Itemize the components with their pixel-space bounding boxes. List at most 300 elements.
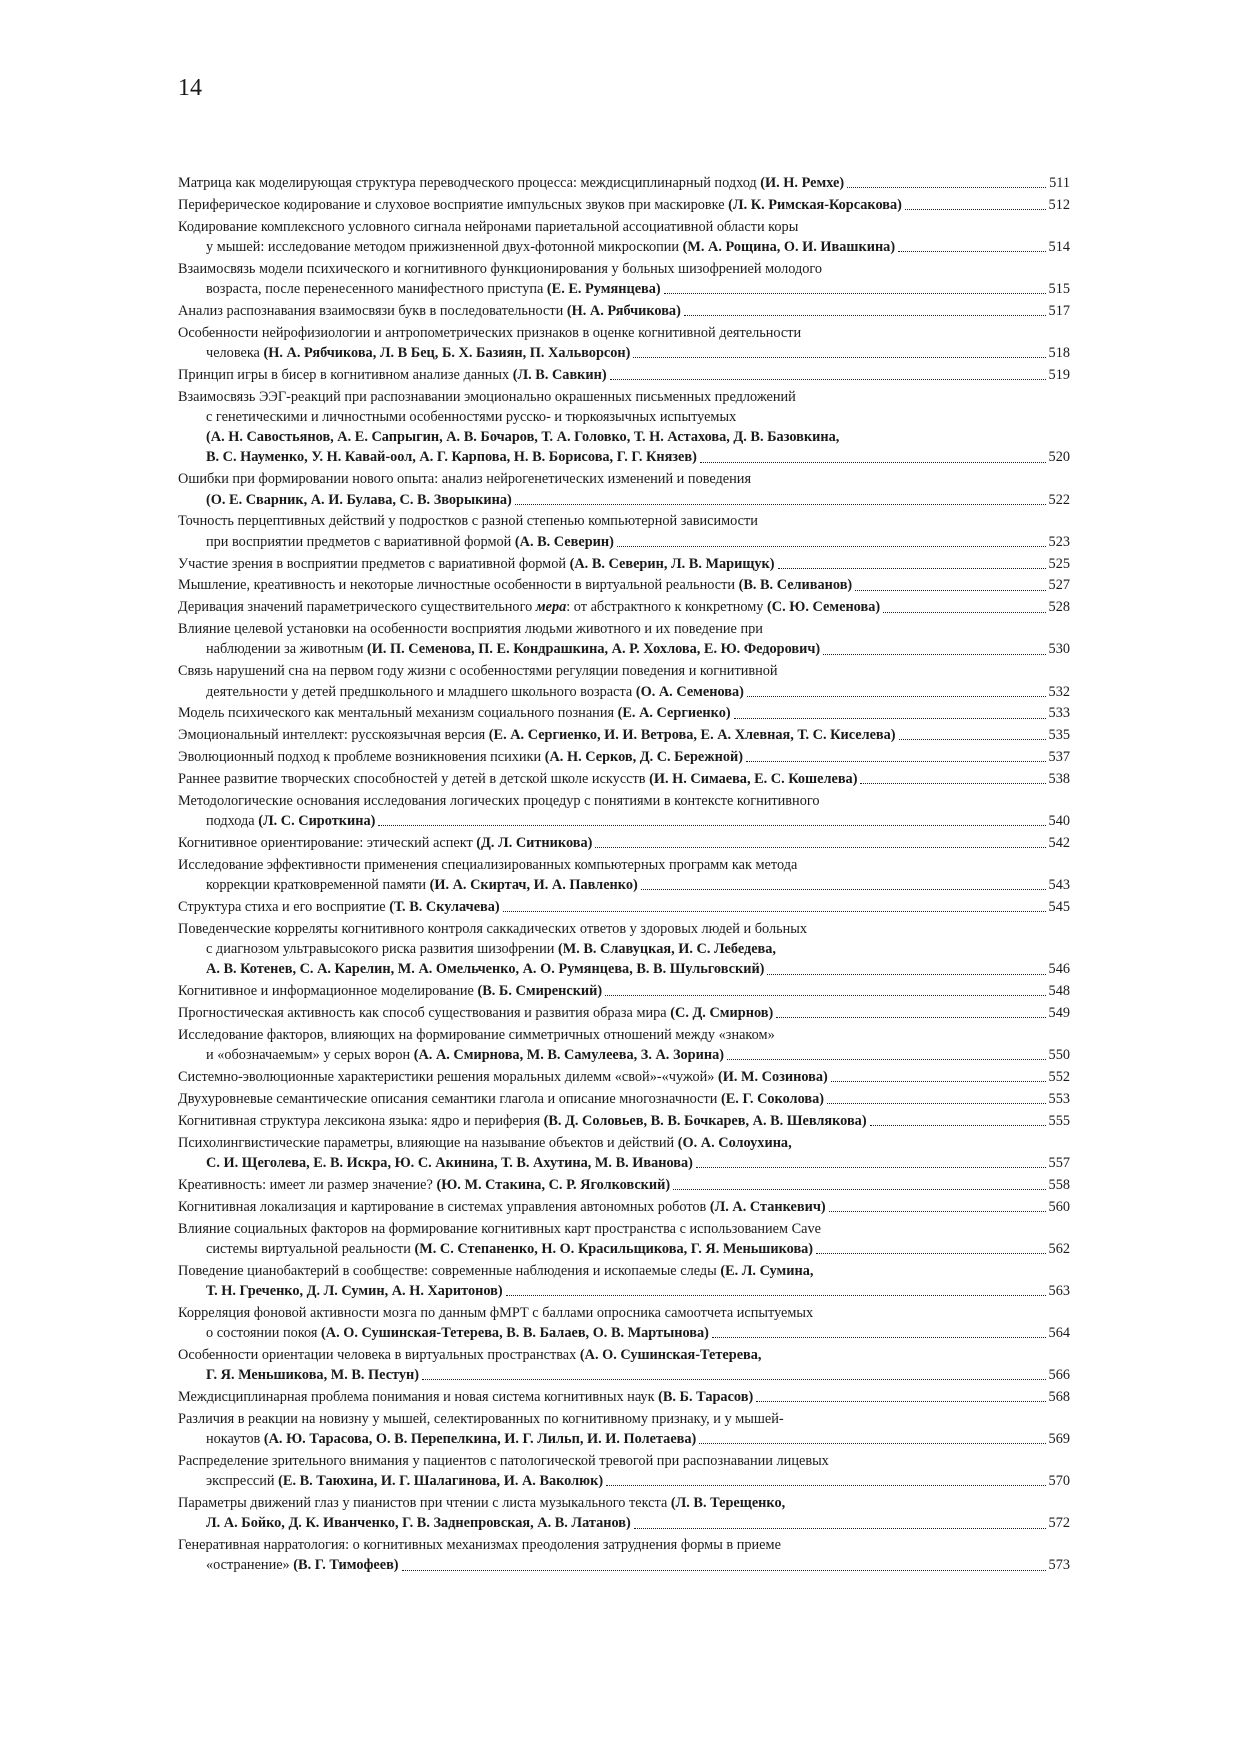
toc-entry-authors: (И. М. Созинова) bbox=[717, 1069, 828, 1086]
toc-entry bbox=[178, 747, 1070, 767]
dot-leader bbox=[860, 779, 1045, 784]
toc-entry-line bbox=[178, 427, 1070, 447]
toc-entry-text bbox=[178, 173, 844, 193]
toc-entry-page: 523 bbox=[1048, 533, 1070, 550]
toc-entry-line bbox=[178, 217, 1070, 237]
toc-entry-line bbox=[178, 575, 1070, 595]
dot-leader bbox=[746, 757, 1046, 762]
toc-entry-page: 562 bbox=[1048, 1240, 1070, 1257]
toc-entry-title: наблюдении за животным bbox=[206, 641, 367, 658]
toc-entry-title: Системно-эволюционные характеристики решения моральных дилемм «свой»-«чужой» bbox=[178, 1069, 718, 1086]
toc-entry-authors: (А. Ю. Тарасова, О. В. Перепелкина, И. Г. Лильп, И. И. Полетаева) bbox=[263, 1431, 697, 1448]
toc-entry-text bbox=[178, 1493, 785, 1513]
toc-entry-title: Влияние социальных факторов на формирование когнитивных карт пространства с использованием Cave bbox=[178, 1220, 822, 1237]
toc-entry-line bbox=[178, 597, 1070, 617]
toc-entry-line bbox=[178, 1513, 1070, 1533]
toc-entry-authors: (А. Н. Серков, Д. С. Бережной) bbox=[544, 749, 744, 766]
toc-entry-title: Влияние целевой установки на особенности восприятия людьми животного и их поведение при bbox=[178, 621, 763, 638]
toc-entry-line bbox=[178, 1197, 1070, 1217]
toc-entry-line bbox=[178, 1045, 1070, 1065]
toc-entry bbox=[178, 597, 1070, 617]
toc-entry-authors: (Е. А. Сергиенко, И. И. Ветрова, Е. А. Хлевная, Т. С. Киселева) bbox=[488, 727, 896, 744]
toc-entry-line bbox=[178, 237, 1070, 257]
toc-entry-text bbox=[178, 1261, 813, 1281]
toc-entry-line bbox=[178, 1535, 1070, 1555]
toc-entry bbox=[178, 323, 1070, 363]
toc-entry bbox=[178, 1387, 1070, 1407]
toc-entry-text bbox=[206, 490, 512, 510]
toc-entry-line bbox=[178, 1451, 1070, 1471]
toc-entry-page: 532 bbox=[1048, 683, 1070, 700]
toc-entry-authors: (Л. К. Римская-Корсакова) bbox=[728, 196, 902, 213]
toc-entry bbox=[178, 511, 1070, 551]
toc-entry-text bbox=[206, 1045, 724, 1065]
toc-entry-text bbox=[178, 1345, 761, 1365]
toc-entry-line bbox=[178, 919, 1070, 939]
toc-entry-page: 570 bbox=[1048, 1473, 1070, 1490]
toc-entry-line bbox=[178, 532, 1070, 552]
toc-entry-authors: (Л. А. Станкевич) bbox=[709, 1198, 826, 1215]
toc-entry-authors: (А. В. Северин, Л. В. Марищук) bbox=[569, 555, 775, 572]
toc-entry-line bbox=[178, 1153, 1070, 1173]
toc-entry-text bbox=[178, 511, 758, 531]
toc-entry-text bbox=[206, 407, 736, 427]
toc-entry bbox=[178, 1175, 1070, 1195]
toc-entry-line bbox=[178, 1111, 1070, 1131]
toc-entry-authors: (В. Б. Смиренский) bbox=[477, 983, 603, 1000]
toc-entry-text bbox=[178, 661, 778, 681]
toc-entry-line bbox=[178, 1281, 1070, 1301]
toc-entry-line bbox=[178, 1471, 1070, 1491]
toc-entry bbox=[178, 469, 1070, 509]
toc-entry-authors: (А. А. Смирнова, М. В. Самулеева, З. А. Зорина) bbox=[413, 1047, 724, 1064]
toc-entry-title: Анализ распознавания взаимосвязи букв в последовательности bbox=[178, 302, 567, 319]
toc-entry bbox=[178, 1493, 1070, 1533]
dot-leader bbox=[606, 1481, 1045, 1486]
toc-entry-text bbox=[178, 619, 763, 639]
toc-entry-line bbox=[178, 791, 1070, 811]
dot-leader bbox=[506, 1291, 1046, 1296]
dot-leader bbox=[816, 1249, 1045, 1254]
toc-entry bbox=[178, 725, 1070, 745]
toc-entry-text bbox=[206, 1239, 813, 1259]
page-number: 14 bbox=[178, 75, 202, 101]
toc-entry-title: Исследование эффективности применения специализированных компьютерных программ как метода bbox=[178, 856, 798, 873]
toc-entry-page: 573 bbox=[1048, 1557, 1070, 1574]
toc-entry-line bbox=[178, 490, 1070, 510]
toc-entry-authors: (А. О. Сушинская-Тетерева, bbox=[579, 1346, 762, 1363]
toc-entry-authors: (Е. Е. Румянцева) bbox=[546, 281, 661, 298]
toc-entry-authors: (И. Н. Ремхе) bbox=[760, 175, 845, 191]
toc-entry-title: Эмоциональный интеллект: русскоязычная версия bbox=[178, 727, 489, 744]
toc-entry-text bbox=[206, 1429, 696, 1449]
toc-entry-title: Принцип игры в бисер в когнитивном анализе данных bbox=[178, 366, 513, 383]
toc-entry-text bbox=[178, 897, 500, 917]
toc-entry-page: 530 bbox=[1048, 641, 1070, 658]
toc-entry-page: 522 bbox=[1048, 491, 1070, 508]
toc-entry-text bbox=[178, 981, 602, 1001]
toc-entry bbox=[178, 195, 1070, 215]
toc-entry-title: Ошибки при формировании нового опыта: анализ нейрогенетических изменений и поведения bbox=[178, 471, 752, 488]
toc-entry-title: коррекции кратковременной памяти bbox=[206, 877, 430, 894]
toc-entry-page: 511 bbox=[1049, 175, 1070, 191]
dot-leader bbox=[610, 375, 1046, 380]
toc-entry bbox=[178, 1003, 1070, 1023]
toc-entry-line bbox=[178, 343, 1070, 363]
toc-entry-title: Корреляция фоновой активности мозга по данным фМРТ с баллами опросника самоотчета испытуемых bbox=[178, 1304, 814, 1321]
toc-entry-line bbox=[178, 195, 1070, 215]
dot-leader bbox=[634, 1524, 1046, 1529]
toc-entry-line bbox=[178, 365, 1070, 385]
dot-leader bbox=[883, 608, 1045, 613]
toc-entry-page: 517 bbox=[1048, 302, 1070, 319]
toc-entry-title: с генетическими и личностными особенностями русско- и тюркоязычных испытуемых bbox=[206, 409, 737, 426]
toc-entry-page: 564 bbox=[1048, 1325, 1070, 1342]
toc-entry-text bbox=[206, 237, 895, 257]
toc-entry bbox=[178, 619, 1070, 659]
toc-entry-title: Матрица как моделирующая структура переводческого процесса: междисциплинарный подход bbox=[178, 175, 761, 191]
toc-entry-title: Параметры движений глаз у пианистов при чтении с листа музыкального текста bbox=[178, 1495, 671, 1512]
toc-entry-authors: (А. В. Северин) bbox=[514, 533, 614, 550]
toc-entry-title: и «обозначаемым» у серых ворон bbox=[206, 1047, 414, 1064]
toc-entry bbox=[178, 833, 1070, 853]
toc-entry-text bbox=[178, 1089, 824, 1109]
toc-entry-authors: Г. Я. Меньшикова, М. В. Пестун) bbox=[206, 1367, 420, 1384]
toc-entry-line bbox=[178, 639, 1070, 659]
toc-entry-authors: Л. А. Бойко, Д. К. Иванченко, Г. В. Заднепровская, А. В. Латанов) bbox=[206, 1515, 631, 1532]
toc-entry-authors: (В. Б. Тарасов) bbox=[658, 1389, 754, 1406]
toc-entry-line bbox=[178, 447, 1070, 467]
toc-entry-authors: (М. С. Степаненко, Н. О. Красильщикова, Г. Я. Меньшикова) bbox=[414, 1240, 814, 1257]
toc-entry-line bbox=[178, 1089, 1070, 1109]
toc-entry-text bbox=[178, 323, 801, 343]
toc-entry-page: 549 bbox=[1048, 1005, 1070, 1022]
toc-entry bbox=[178, 897, 1070, 917]
toc-entry-authors: (Д. Л. Ситникова) bbox=[476, 835, 593, 852]
toc-entry-authors: (Е. В. Таюхина, И. Г. Шалагинова, И. А. Ваколюк) bbox=[278, 1473, 604, 1490]
dot-leader bbox=[905, 205, 1046, 210]
toc-entry-title: Методологические основания исследования логических процедур с понятиями в контексте когнитивного bbox=[178, 792, 820, 809]
toc-entry-text bbox=[206, 279, 661, 299]
toc-entry-authors: (Е. Г. Соколова) bbox=[721, 1090, 825, 1107]
toc-entry-text bbox=[178, 855, 797, 875]
toc-entry-line bbox=[178, 725, 1070, 745]
toc-entry-page: 515 bbox=[1048, 281, 1070, 298]
toc-entry-text bbox=[178, 195, 902, 215]
toc-entry-authors: Т. Н. Греченко, Д. Л. Сумин, А. Н. Харитонов) bbox=[206, 1282, 503, 1299]
dot-leader bbox=[699, 1439, 1045, 1444]
toc-entry-page: 540 bbox=[1048, 813, 1070, 830]
toc-entry-authors: (М. А. Рощина, О. И. Ивашкина) bbox=[682, 238, 896, 255]
dot-leader bbox=[700, 458, 1046, 463]
toc-entry-authors: (Н. А. Рябчикова, Л. В Бец, Б. Х. Базиян, П. Хальворсон) bbox=[263, 345, 631, 362]
toc-entry-authors: (О. А. Семенова) bbox=[635, 683, 744, 700]
dot-leader bbox=[605, 991, 1045, 996]
toc-entry-authors: (В. В. Селиванов) bbox=[738, 577, 853, 594]
toc-entry-title: при восприятии предметов с вариативной формой bbox=[206, 533, 515, 550]
toc-entry-line bbox=[178, 959, 1070, 979]
toc-entry-authors: (Е. А. Сергиенко) bbox=[617, 705, 731, 722]
toc-entry-page: 520 bbox=[1048, 449, 1070, 466]
toc-entry-title: Кодирование комплексного условного сигнала нейронами париетальной ассоциативной области коры bbox=[178, 218, 799, 235]
toc-entry-line bbox=[178, 387, 1070, 407]
toc-entry-title: с диагнозом ультравысокого риска развития шизофрении bbox=[206, 941, 558, 958]
toc-entry-title: Мышление, креативность и некоторые личностные особенности в виртуальной реальности bbox=[178, 577, 739, 594]
toc-entry-line bbox=[178, 1493, 1070, 1513]
toc-entry-title: деятельности у детей предшкольного и младшего школьного возраста bbox=[206, 683, 636, 700]
toc-entry-line bbox=[178, 682, 1070, 702]
toc-entry-text bbox=[178, 259, 822, 279]
dot-leader bbox=[641, 885, 1046, 890]
toc-entry-line bbox=[178, 1003, 1070, 1023]
toc-entry-title: Двухуровневые семантические описания семантики глагола и описание многозначности bbox=[178, 1090, 721, 1107]
toc-entry-page: 552 bbox=[1048, 1069, 1070, 1086]
toc-entry-title: Взаимосвязь ЭЭГ-реакций при распознавании эмоционально окрашенных письменных предложений bbox=[178, 388, 796, 405]
toc-entry-page: 535 bbox=[1048, 727, 1070, 744]
toc-entry-page: 525 bbox=[1048, 555, 1070, 572]
toc-entry-page: 560 bbox=[1048, 1198, 1070, 1215]
toc-entry-line bbox=[178, 855, 1070, 875]
toc-entry bbox=[178, 1067, 1070, 1087]
toc-entry-line bbox=[178, 1025, 1070, 1045]
toc-entry bbox=[178, 703, 1070, 723]
toc-entry-authors: (А. Н. Савостьянов, А. Е. Сапрыгин, А. В. Бочаров, Т. А. Головко, Т. Н. Астахова, Д. В. Базовкина, bbox=[206, 429, 840, 446]
toc-entry-title: экспрессий bbox=[206, 1473, 279, 1490]
toc-entry-authors: (М. В. Славуцкая, И. С. Лебедева, bbox=[557, 941, 777, 958]
toc-entry-title: Генеративная нарратология: о когнитивных механизмах преодоления затруднения формы в приеме bbox=[178, 1537, 781, 1554]
toc-entry-text bbox=[178, 1535, 781, 1555]
toc-entry-text bbox=[178, 1133, 792, 1153]
toc-entry-authors: (Л. В. Савкин) bbox=[512, 366, 607, 383]
toc-entry-line bbox=[178, 661, 1070, 681]
toc-entry-title: Когнитивная структура лексикона языка: ядро и периферия bbox=[178, 1112, 544, 1129]
dot-leader bbox=[827, 1099, 1046, 1104]
toc-entry-page: 553 bbox=[1048, 1090, 1070, 1107]
toc-entry-authors: (А. О. Сушинская-Тетерева, В. В. Балаев, О. В. Мартынова) bbox=[321, 1325, 709, 1342]
toc-entry bbox=[178, 1133, 1070, 1173]
toc-entry-text bbox=[178, 1219, 821, 1239]
toc-entry-text bbox=[178, 769, 857, 789]
toc-entry-text bbox=[206, 427, 839, 447]
toc-entry bbox=[178, 554, 1070, 574]
toc-entry-line bbox=[178, 1555, 1070, 1575]
toc-entry-text bbox=[206, 959, 764, 979]
toc-entry bbox=[178, 365, 1070, 385]
toc-entry-text bbox=[206, 811, 375, 831]
toc-entry-title: мера bbox=[535, 599, 567, 616]
toc-entry-title: Взаимосвязь модели психического и когнитивного функционирования у больных шизофренией молодого bbox=[178, 260, 823, 277]
dot-leader bbox=[712, 1333, 1046, 1338]
toc-entry-line bbox=[178, 323, 1070, 343]
toc-entry-text bbox=[206, 1555, 399, 1575]
toc-entry-authors: (Е. Л. Сумина, bbox=[720, 1262, 814, 1279]
toc-entry-title: Когнитивное ориентирование: этический аспект bbox=[178, 835, 477, 852]
dot-leader bbox=[673, 1185, 1045, 1190]
toc-entry-text bbox=[206, 1513, 631, 1533]
dot-leader bbox=[767, 970, 1045, 975]
toc-entry-title: Участие зрения в восприятии предметов с вариативной формой bbox=[178, 555, 570, 572]
toc-entry bbox=[178, 1535, 1070, 1575]
toc-entry-title: Структура стиха и его восприятие bbox=[178, 899, 390, 916]
toc-entry-text bbox=[178, 575, 852, 595]
toc-entry-authors: (И. А. Скиртач, И. А. Павленко) bbox=[429, 877, 638, 894]
dot-leader bbox=[633, 353, 1045, 358]
toc-entry-title: Междисциплинарная проблема понимания и новая система когнитивных наук bbox=[178, 1389, 659, 1406]
dot-leader bbox=[727, 1055, 1046, 1060]
toc-entry-line bbox=[178, 981, 1070, 1001]
toc-entry-text bbox=[178, 833, 592, 853]
toc-entry-text bbox=[178, 217, 798, 237]
toc-entry-line bbox=[178, 939, 1070, 959]
toc-entry-text bbox=[206, 1153, 693, 1173]
toc-entry-page: 537 bbox=[1048, 749, 1070, 766]
toc-entry-page: 519 bbox=[1048, 366, 1070, 383]
toc-entry-text bbox=[178, 554, 775, 574]
toc-entry-page: 543 bbox=[1048, 877, 1070, 894]
dot-leader bbox=[899, 735, 1046, 740]
toc-entry-text bbox=[178, 365, 607, 385]
toc-entry-page: 542 bbox=[1048, 835, 1070, 852]
toc-entry-page: 563 bbox=[1048, 1282, 1070, 1299]
toc-entry-text bbox=[178, 597, 880, 617]
toc-entry-text bbox=[178, 387, 796, 407]
toc-entry-text bbox=[178, 469, 751, 489]
toc-entry-line bbox=[178, 875, 1070, 895]
toc-entry-text bbox=[178, 1067, 828, 1087]
toc-entry-text bbox=[178, 791, 820, 811]
toc-entry-line bbox=[178, 1429, 1070, 1449]
toc-entry-authors: (Ю. М. Стакина, С. Р. Яголковский) bbox=[436, 1176, 671, 1193]
dot-leader bbox=[402, 1566, 1046, 1571]
toc-entry-line bbox=[178, 897, 1070, 917]
toc-entry-page: 555 bbox=[1048, 1112, 1070, 1129]
toc-entry bbox=[178, 769, 1070, 789]
toc-entry-authors: В. С. Науменко, У. Н. Кавай-оол, А. Г. Карпова, Н. В. Борисова, Г. Г. Князев) bbox=[206, 449, 697, 466]
toc-entry bbox=[178, 1261, 1070, 1301]
dot-leader bbox=[503, 907, 1046, 912]
toc-entry-title: системы виртуальной реальности bbox=[206, 1240, 415, 1257]
toc-entry-line bbox=[178, 1345, 1070, 1365]
toc-entry-page: 518 bbox=[1048, 345, 1070, 362]
toc-entry-authors: А. В. Котенев, С. А. Карелин, М. А. Омельченко, А. О. Румянцева, В. В. Шульговский) bbox=[206, 961, 765, 978]
toc-entry-authors: (С. Д. Смирнов) bbox=[670, 1005, 774, 1022]
dot-leader bbox=[898, 247, 1045, 252]
dot-leader bbox=[756, 1397, 1045, 1402]
toc-entry bbox=[178, 217, 1070, 257]
toc-entry-title: «остранение» bbox=[206, 1557, 294, 1574]
toc-entry-line bbox=[178, 1067, 1070, 1087]
toc-entry-text bbox=[178, 1387, 753, 1407]
dot-leader bbox=[664, 289, 1046, 294]
toc-entry-title: нокаутов bbox=[206, 1431, 264, 1448]
toc-entry-authors: (О. А. Солоухина, bbox=[677, 1134, 792, 1151]
toc-entry-text bbox=[178, 1025, 775, 1045]
toc-entry-title: Креативность: имеет ли размер значение? bbox=[178, 1176, 437, 1193]
toc-entry-page: 514 bbox=[1048, 238, 1070, 255]
toc-entry-line bbox=[178, 173, 1070, 193]
toc-entry-line bbox=[178, 259, 1070, 279]
toc-entry-text bbox=[178, 1451, 829, 1471]
toc-entry bbox=[178, 981, 1070, 1001]
toc-entry-title: Исследование факторов, влияющих на формирование симметричных отношений между «знаком» bbox=[178, 1027, 775, 1043]
toc-entry-page: 566 bbox=[1048, 1367, 1070, 1384]
toc-entry-line bbox=[178, 619, 1070, 639]
toc-entry-line bbox=[178, 1303, 1070, 1323]
toc-entry bbox=[178, 1089, 1070, 1109]
toc-entry-line bbox=[178, 1133, 1070, 1153]
toc-entry-line bbox=[178, 301, 1070, 321]
toc-entry-page: 548 bbox=[1048, 983, 1070, 1000]
dot-leader bbox=[870, 1121, 1046, 1126]
toc-entry-title: Деривация значений параметрического существительного bbox=[178, 599, 536, 616]
toc-entry-line bbox=[178, 811, 1070, 831]
toc-entry-title: Периферическое кодирование и слуховое восприятие импульсных звуков при маскировке bbox=[178, 196, 729, 213]
toc-entry-line bbox=[178, 1409, 1070, 1429]
toc-entry-page: 550 bbox=[1048, 1047, 1070, 1064]
toc-entry-title: Психолингвистические параметры, влияющие на называние объектов и действий bbox=[178, 1134, 678, 1151]
toc-entry-authors: (С. Ю. Семенова) bbox=[767, 599, 881, 616]
toc-entry-line bbox=[178, 469, 1070, 489]
toc-entry bbox=[178, 1451, 1070, 1491]
toc-entry-text bbox=[206, 447, 697, 467]
toc-entry-title: Прогностическая активность как способ существования и развития образа мира bbox=[178, 1005, 671, 1022]
toc-entry-line bbox=[178, 769, 1070, 789]
dot-leader bbox=[847, 183, 1046, 188]
toc-entry-title: Точность перцептивных действий у подростков с разной степенью компьютерной зависимости bbox=[178, 513, 758, 530]
toc-entry-line bbox=[178, 1323, 1070, 1343]
toc-entry-text bbox=[178, 1175, 670, 1195]
toc-entry-text bbox=[178, 725, 896, 745]
toc-entry-page: 568 bbox=[1048, 1389, 1070, 1406]
toc-entry-line bbox=[178, 554, 1070, 574]
toc-entry-title: Когнитивное и информационное моделирование bbox=[178, 983, 478, 1000]
toc-entry-authors: (И. Н. Симаева, Е. С. Кошелева) bbox=[649, 771, 858, 788]
toc-entry-authors: (Л. В. Терещенко, bbox=[670, 1495, 786, 1512]
toc-entry-text bbox=[178, 1409, 784, 1429]
toc-entry-page: 545 bbox=[1048, 899, 1070, 916]
toc-entry-line bbox=[178, 747, 1070, 767]
toc-entry bbox=[178, 661, 1070, 701]
toc-entry-line bbox=[178, 1239, 1070, 1259]
toc-entry-title: Эволюционный подход к проблеме возникновения психики bbox=[178, 749, 545, 766]
toc-entry-title: Различия в реакции на новизну у мышей, селектированных по когнитивному признаку, и у мышей- bbox=[178, 1410, 784, 1427]
toc-entry-page: 558 bbox=[1048, 1176, 1070, 1193]
toc-entry-title: человека bbox=[206, 345, 264, 362]
toc-entry bbox=[178, 1303, 1070, 1343]
toc-entry-page: 538 bbox=[1048, 771, 1070, 788]
toc-entry-title: Модель психического как ментальный механизм социального познания bbox=[178, 705, 618, 722]
toc-entry-page: 572 bbox=[1048, 1515, 1070, 1532]
toc-entry-line bbox=[178, 407, 1070, 427]
toc-entry-authors: (Т. В. Скулачева) bbox=[389, 899, 500, 916]
toc-entry-text bbox=[206, 343, 630, 363]
toc-entry-text bbox=[178, 301, 681, 321]
toc-entry-line bbox=[178, 279, 1070, 299]
toc-entry bbox=[178, 387, 1070, 468]
toc-entry-authors: С. И. Щеголева, Е. В. Искра, Ю. С. Акинина, Т. В. Ахутина, М. В. Иванова) bbox=[206, 1154, 693, 1171]
toc-entry-text bbox=[206, 939, 776, 959]
toc-entry-text bbox=[178, 919, 807, 939]
toc-entry bbox=[178, 173, 1070, 193]
toc-entry-title: Распределение зрительного внимания у пациентов с патологической тревогой при распознавании лицевых bbox=[178, 1453, 829, 1469]
toc-entry-page: 512 bbox=[1048, 196, 1070, 213]
toc-entry-line bbox=[178, 1365, 1070, 1385]
toc-entry-authors: (Н. А. Рябчикова) bbox=[566, 302, 681, 319]
toc-entry-authors: (И. П. Семенова, П. Е. Кондрашкина, А. Р. Хохлова, Е. Ю. Федорович) bbox=[367, 641, 821, 658]
toc-entry-text bbox=[206, 1281, 503, 1301]
toc-entry-text bbox=[206, 1365, 419, 1385]
toc-entry-line bbox=[178, 1387, 1070, 1407]
